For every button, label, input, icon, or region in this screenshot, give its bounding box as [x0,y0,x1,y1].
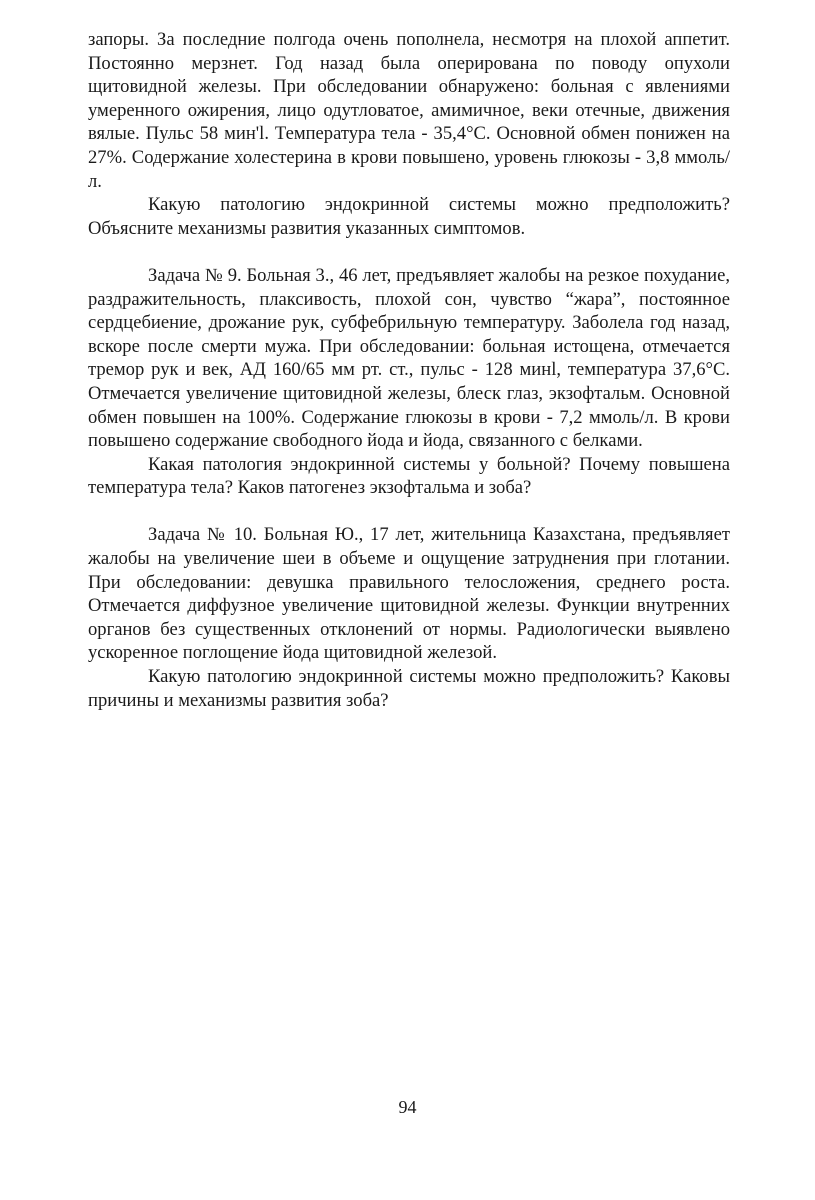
paragraph-spacer [88,500,730,524]
body-text [88,28,730,712]
paragraph-case-8-question: Какую патологию эндокринной системы можно предположить? Объясните механизмы развития указанных симптомов. [88,194,730,239]
page-number: 94 [398,1097,417,1117]
paragraph-task-10: Задача № 10. Больная Ю., 17 лет, жительница Казахстана, предъявляет жалобы на увеличение шеи в объеме и ощущение затруднения при глотании. При обследовании: девушка правильного телосложения, среднего роста. Отмечается диффузное увеличение щитовидной железы. Функции внутренних органов без существенных отклонений от нормы. Радиологически выявлено ускоренное поглощение йода щитовидной железой. [88,524,730,664]
paragraph-task-10-question: Какую патологию эндокринной системы можно предположить? Каковы причины и механизмы развития зоба? [88,666,730,711]
paragraph-task-9: Задача № 9. Больная 3., 46 лет, предъявляет жалобы на резкое похудание, раздражительность, плаксивость, плохой сон, чувство “жара”, постоянное сердцебиение, дрожание рук, субфебрильную температуру. Заболела год назад, вскоре после смерти мужа. При обследовании: больная истощена, отмечается тремор рук и век, АД 160/65 мм рт. ст., пульс - 128 минl, температура 37,6°С. Отмечается увеличение щитовидной железы, блеск глаз, экзофтальм. Основной обмен повышен на 100%. Содержание глюкозы в крови - 7,2 ммоль/л. В крови повышено содержание свободного йода и йода, связанного с белками. [88,264,730,452]
paragraph-case-8-end: запоры. За последние полгода очень пополнела, несмотря на плохой аппетит. Постоянно мерзнет. Год назад была оперирована по поводу опухоли щитовидной железы. При обследовании обнаружено: больная с явлениями умеренного ожирения, лицо одутловатое, амимичное, веки отечные, движения вялые. Пульс 58 мин'l. Температура тела - 35,4°С. Основной обмен понижен на 27%. Содержание холестерина в крови повышено, уровень глюкозы - 3,8 ммоль/л. [88,29,730,192]
paragraph-task-9-question: Какая патология эндокринной системы у больной? Почему повышена температура тела? Каков патогенез экзофтальма и зоба? [88,453,730,499]
paragraph-spacer [88,240,730,264]
